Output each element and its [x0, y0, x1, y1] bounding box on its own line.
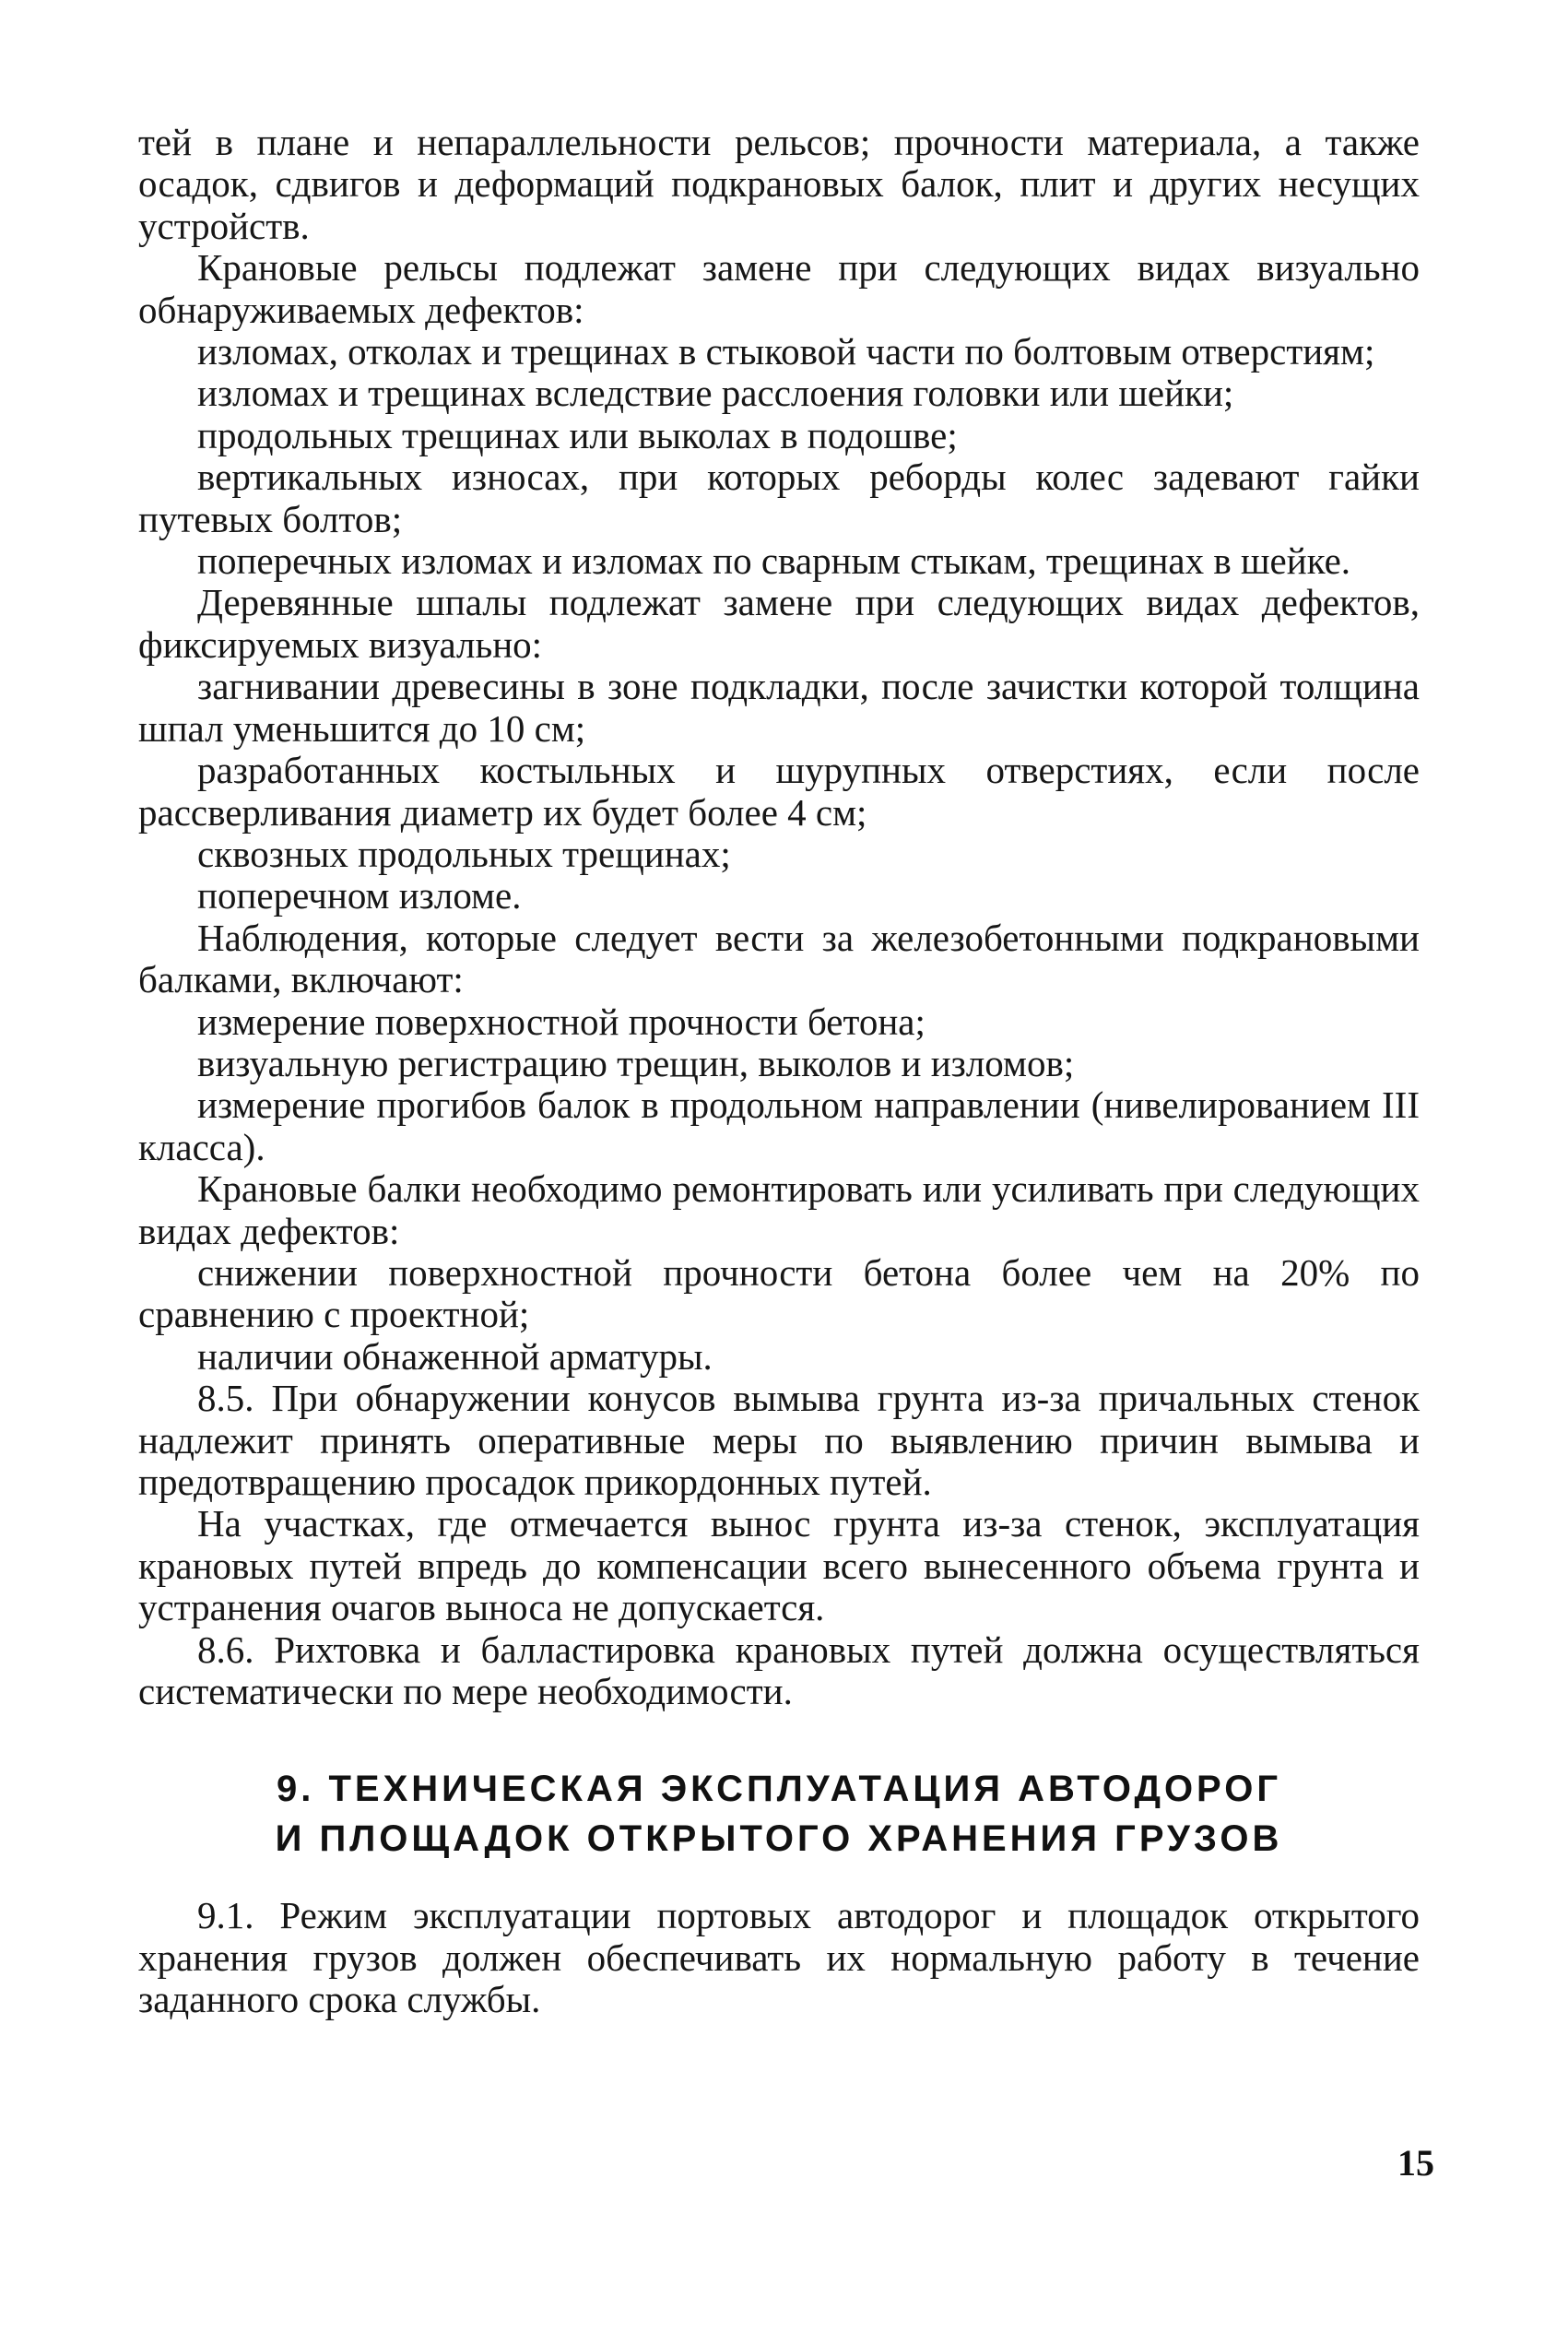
- paragraph: 9.1. Режим эксплуатации портовых автодорог и площадок открытого хранения грузов должен обеспечивать их нормальную работу в течение заданного срока службы.: [138, 1894, 1420, 2021]
- list-item: измерение прогибов балок в продольном направлении (нивелированием III класса).: [138, 1083, 1420, 1168]
- document-page: [138, 122, 1420, 2021]
- list-item: вертикальных износах, при которых реборды колес задевают гайки путевых болтов;: [138, 456, 1420, 540]
- paragraph: Крановые балки необходимо ремонтировать или усиливать при следующих видах дефектов:: [138, 1167, 1420, 1252]
- list-item: поперечных изломах и изломах по сварным стыкам, трещинах в шейке.: [197, 539, 1351, 583]
- list-item: визуальную регистрацию трещин, выколов и изломов;: [197, 1041, 1075, 1084]
- list-item: продольных трещинах или выколах в подошве;: [197, 413, 958, 456]
- body-text-bottom: [138, 1895, 1420, 2020]
- list-item: измерение поверхностной прочности бетона;: [197, 1000, 925, 1043]
- paragraph: На участках, где отмечается вынос грунта из-за стенок, эксплуатация крановых путей впредь до компенсации всего вынесенного объема грунта и устранения очагов выноса не допускается.: [138, 1502, 1420, 1629]
- paragraph: 8.6. Рихтовка и балластировка крановых путей должна осуществляться систематически по мере необходимости.: [138, 1628, 1420, 1713]
- list-item: изломах и трещинах вследствие расслоения головки или шейки;: [197, 372, 1234, 415]
- list-item: загнивании древесины в зоне подкладки, после зачистки которой толщина шпал уменьшится до 10 см;: [138, 665, 1420, 750]
- section-heading: [138, 1764, 1420, 1864]
- list-item: сквозных продольных трещинах;: [197, 832, 731, 875]
- section-heading-line-2: И ПЛОЩАДОК ОТКРЫТОГО ХРАНЕНИЯ ГРУЗОВ: [275, 1818, 1283, 1860]
- list-item: поперечном изломе.: [197, 874, 522, 917]
- paragraph: тей в плане и непараллельности рельсов; прочности материала, а также осадок, сдвигов и деформаций подкрановых балок, плит и других несущих устройств.: [138, 121, 1420, 247]
- page-number: 15: [1397, 2142, 1434, 2184]
- paragraph: Крановые рельсы подлежат замене при следующих видах визуально обнаруживаемых дефектов:: [138, 246, 1420, 331]
- list-item: изломах, отколах и трещинах в стыковой части по болтовым отверстиям;: [197, 330, 1375, 373]
- section-heading-line-1: 9. ТЕХНИЧЕСКАЯ ЭКСПЛУАТАЦИЯ АВТОДОРОГ: [276, 1769, 1281, 1810]
- list-item: разработанных костыльных и шурупных отверстиях, если после рассверливания диаметр их будет более 4 см;: [138, 749, 1420, 834]
- paragraph: Деревянные шпалы подлежат замене при следующих видах дефектов, фиксируемых визуально:: [138, 581, 1420, 666]
- body-text-top: [138, 122, 1420, 1712]
- paragraph: 8.5. При обнаружении конусов вымыва грунта из-за причальных стенок надлежит принять оперативные меры по выявлению причин вымыва и предотвращению просадок прикордонных путей.: [138, 1377, 1420, 1503]
- paragraph: Наблюдения, которые следует вести за железобетонными подкрановыми балками, включают:: [138, 916, 1420, 1001]
- list-item: снижении поверхностной прочности бетона более чем на 20% по сравнению с проектной;: [138, 1250, 1420, 1336]
- list-item: наличии обнаженной арматуры.: [197, 1334, 713, 1378]
